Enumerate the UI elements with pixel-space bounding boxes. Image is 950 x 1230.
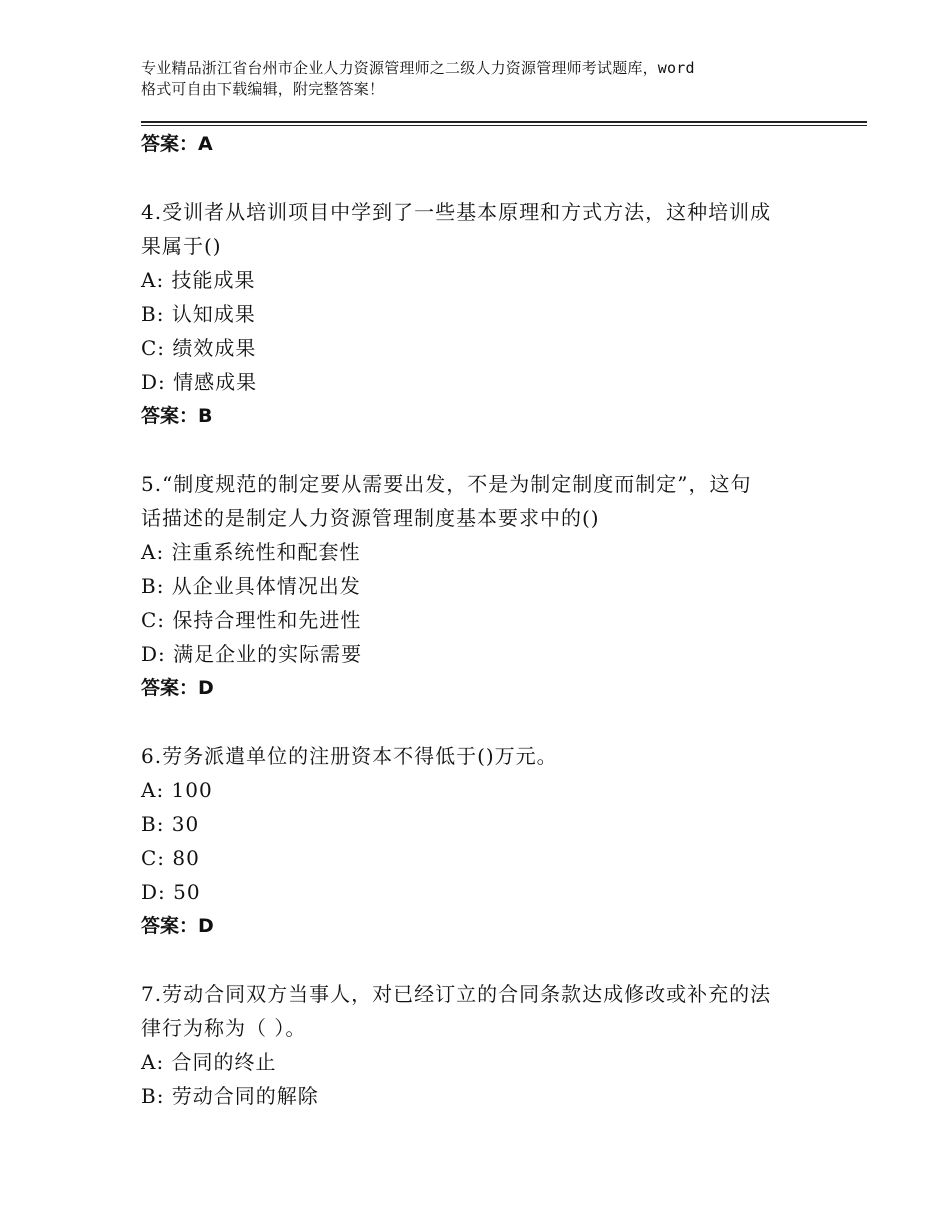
question-block [141, 977, 831, 1113]
option-c: C: 绩效成果 [141, 336, 257, 360]
spacer [141, 943, 831, 977]
question-text: 果属于() [141, 234, 222, 258]
spacer [141, 161, 831, 195]
option-c: C: 保持合理性和先进性 [141, 608, 362, 632]
question-text: 7.劳动合同双方当事人，对已经订立的合同条款达成修改或补充的法 [141, 982, 772, 1006]
document-body [141, 127, 831, 1113]
option-c: C: 80 [141, 846, 200, 870]
option-a: A: 技能成果 [141, 268, 256, 292]
answer-line: 答案：A [141, 133, 213, 155]
header-line-1: 专业精品浙江省台州市企业人力资源管理师之二级人力资源管理师考试题库，word [141, 59, 695, 77]
option-a: A: 100 [141, 778, 213, 802]
option-d: D: 情感成果 [141, 370, 258, 394]
option-d: D: 满足企业的实际需要 [141, 642, 363, 666]
answer-line: 答案：B [141, 405, 213, 427]
option-a: A: 注重系统性和配套性 [141, 540, 361, 564]
question-text: 5.“制度规范的制定要从需要出发，不是为制定制度而制定”，这句 [141, 472, 752, 496]
question-text: 6.劳务派遣单位的注册资本不得低于()万元。 [141, 744, 558, 768]
option-b: B: 劳动合同的解除 [141, 1084, 319, 1108]
option-a: A: 合同的终止 [141, 1050, 277, 1074]
document-header [141, 58, 831, 100]
question-text: 话描述的是制定人力资源管理制度基本要求中的() [141, 506, 600, 530]
question-text: 4.受训者从培训项目中学到了一些基本原理和方式方法，这种培训成 [141, 200, 772, 224]
option-d: D: 50 [141, 880, 201, 904]
spacer [141, 433, 831, 467]
spacer [141, 705, 831, 739]
question-block [141, 739, 831, 943]
header-rule-thick [141, 121, 867, 123]
header-rule-thin [141, 125, 867, 126]
option-b: B: 认知成果 [141, 302, 256, 326]
answer-line: 答案：D [141, 677, 214, 699]
option-b: B: 从企业具体情况出发 [141, 574, 361, 598]
question-block [141, 195, 831, 433]
answer-line: 答案：D [141, 915, 214, 937]
question-block [141, 467, 831, 705]
header-line-2: 格式可自由下载编辑，附完整答案！ [141, 80, 385, 98]
option-b: B: 30 [141, 812, 200, 836]
question-text: 律行为称为（ ）。 [141, 1016, 307, 1040]
